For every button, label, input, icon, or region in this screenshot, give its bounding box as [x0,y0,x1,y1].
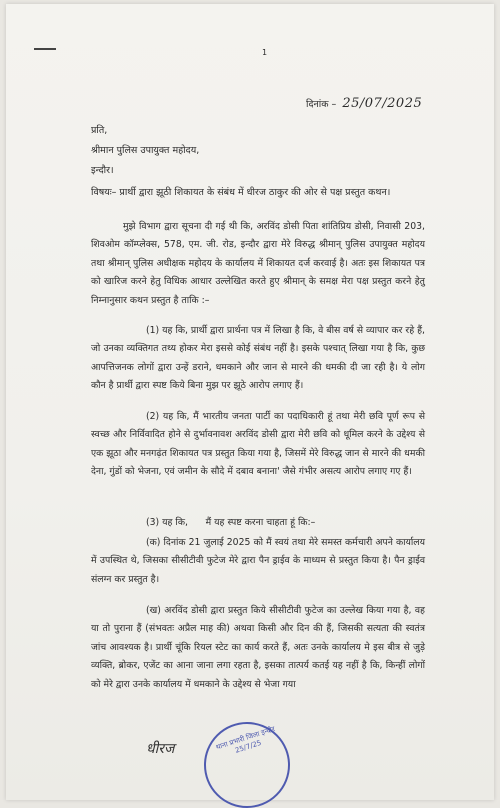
paragraph-point-3: (3) यह कि, मैं यह स्पष्ट करना चाहता हूं कि:– [146,517,316,528]
letter-page [6,4,494,800]
stamp-text: थाना प्रभारी जिला इन्दौर 25/7/25 [214,724,276,755]
addressee-line2: श्रीमान पुलिस उपायुक्त महोदय, [91,145,200,156]
paragraph-point-kha: (ख) अरविंद डोसी द्वारा प्रस्तुत किये सीसीटीवी फुटेज का उल्लेख किया गया है, वह या तो पुराना हैं (संभवतः अप्रैल माह की) अथवा किसी और दिन की हैं, जिसकी सत्यता की स्वतंत्र जांच आवश्यक है। प्रार्थी चूंकि रियल स्टेट का कार्य करते हैं, अतः उनके कार्यालय मे इस बीत्र से जुड़े व्यक्ति, ब्रोकर, एजेंट का आना जाना लगा रहता है, इसका तात्पर्य कतई यह नहीं है कि, किन्हीं लोगों को मेरे द्वारा उनके कार्यालय में धमकाने के उद्देश्य से भेजा गया [91,605,425,690]
official-stamp [204,722,290,808]
signature: धीरज [146,741,175,757]
date-value: 25/07/2025 [342,96,423,111]
addressee-line1: प्रति, [91,125,108,136]
addressee-line3: इन्दौर। [91,165,114,176]
paragraph-intro: मुझे विभाग द्वारा सूचना दी गई थी कि, अरविंद डोसी पिता शांतिप्रिय डोसी, निवासी 203, शिवओम कॉम्प्लेक्स, 578, एम. जी. रोड, इन्दौर द्वारा मेरे विरुद्ध श्रीमान् पुलिस उपायुक्त महोदय तथा श्रीमान् पुलिस अधीक्षक महोदय के कार्यालय में शिकायत दर्ज करवाई है। अतः इस शिकायत पत्र को खारिज करने हेतु विधिक आधार उल्लेखित करते हुए श्रीमान् के समक्ष मेरा पक्ष प्रस्तुत करने हेतु निम्नानुसार कथन प्रस्तुत है ताकि :– [91,221,425,306]
paragraph-point-ka: (क) दिनांक 21 जुलाई 2025 को मैं स्वयं तथा मेरे समस्त कर्मचारी अपने कार्यालय में उपस्थित थे, जिसका सीसीटीवी फुटेज मेरे द्वारा पैन ड्राईव के माध्यम से प्रस्तुत किया है। पैन ड्राईव संलग्न कर प्रस्तुत है। [91,537,425,585]
paragraph-point-1: (1) यह कि, प्रार्थी द्वारा प्रार्थना पत्र में लिखा है कि, वे बीस वर्ष से व्यापार कर रहे हैं, जो उनका व्यक्तिगत तथ्य होकर मेरा इससे कोई संबंध नहीं है। इसके पश्चात् लिखा गया है कि, कुछ आपत्तिजनक लोगों द्वारा उन्हें डराने, धमकाने और जान से मारने की धमकी दी जा रही है। ये लोग कौन है प्रार्थी द्वारा स्पष्ट किये बिना मुझ पर झूठे आरोप लगाए हैं। [91,325,425,392]
paragraph-point-2: (2) यह कि, मैं भारतीय जनता पार्टी का पदाधिकारी हूं तथा मेरी छवि पूर्ण रूप से स्वच्छ और निर्विवादित होने से दुर्भावनावश अरविंद डोसी द्वारा मेरी छवि को धूमिल करने के उद्देश्य से एक झूठा और मनगढ़ंत शिकायत पत्र प्रस्तुत किया गया है, जिसमें मेरे विरुद्ध जान से मारने की धमकी देना, गुंडों को भेजना, एवं जमीन के सौदे में दबाव बनाना' जैसे गंभीर असत्य आरोप लगाए गए हैं। [91,411,425,478]
page-number: 1 [262,48,268,57]
date-label: दिनांक – [306,99,337,110]
date-line [306,96,422,111]
subject-line: विषयः– प्रार्थी द्वारा झूठी शिकायत के संबंध में धीरज ठाकुर की ओर से पक्ष प्रस्तुत कथन। [91,187,391,198]
margin-dash [34,48,56,50]
